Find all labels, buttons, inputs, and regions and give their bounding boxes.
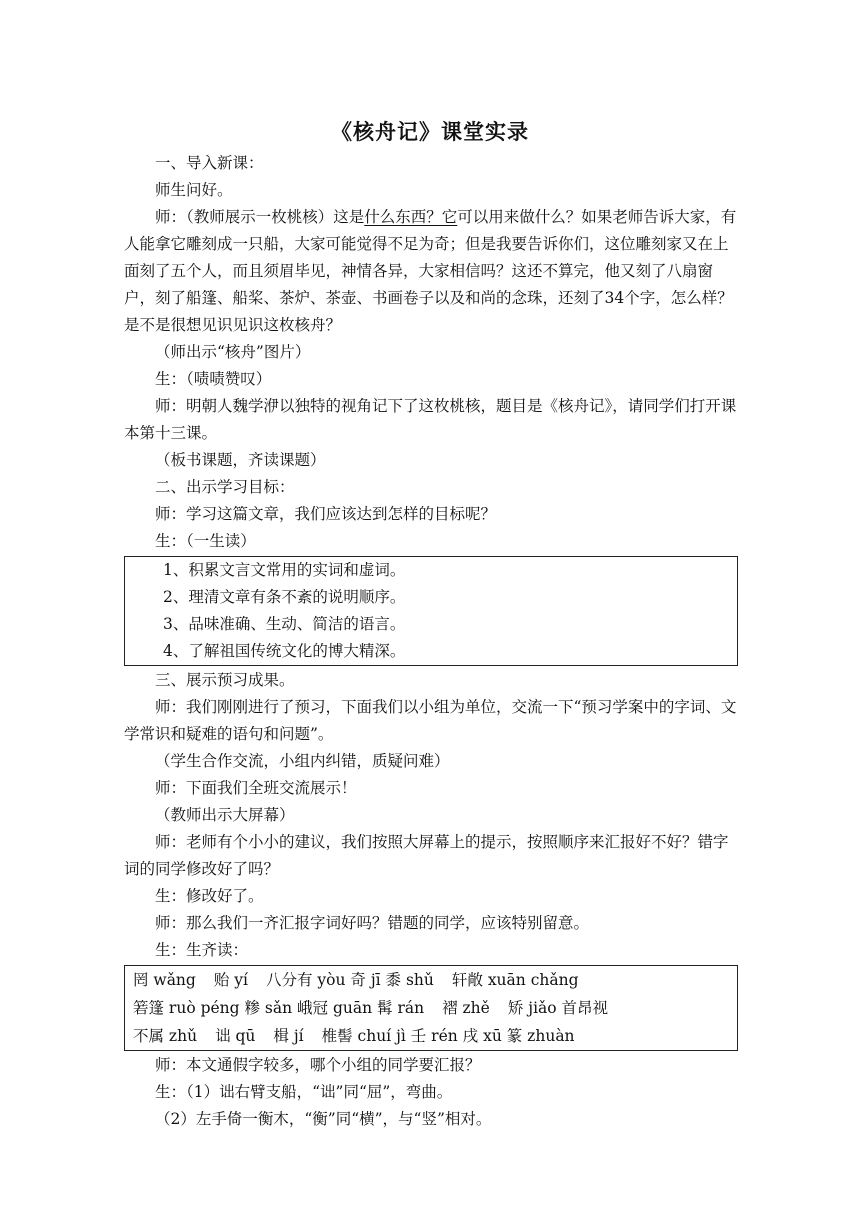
- paragraph: 师：那么我们一齐汇报字词好吗？错题的同学，应该特别留意。: [155, 914, 590, 932]
- paragraph: （教师出示大屏幕）: [155, 806, 295, 824]
- vocab-term: 诎 qū: [215, 1027, 256, 1045]
- paragraph: 师：本文通假字较多，哪个小组的同学要汇报？: [155, 1056, 481, 1074]
- vocab-term: 贻 yí: [213, 971, 248, 989]
- document-body: [124, 150, 738, 1133]
- paragraph: 师：明朝人魏学洢以独特的视角记下了这枚桃核，题目是《核舟记》，请同学们打开课本第十三课。: [124, 397, 737, 442]
- vocab-term: 椎髻 chuí jì 壬 rén 戌 xū 篆 zhuàn: [321, 1027, 575, 1045]
- goal-item: 4、了解祖国传统文化的博大精深。: [163, 642, 406, 660]
- paragraph: 三、展示预习成果。: [155, 671, 295, 689]
- section-intro: [124, 150, 738, 204]
- paragraph: 生：（1）诎右臂支船，“诎”同“屈”，弯曲。: [155, 1083, 453, 1101]
- goal-item: 3、品味准确、生动、简洁的语言。: [163, 615, 406, 633]
- vocab-term: 罔 wǎng: [133, 971, 196, 989]
- learning-goals-box: [124, 556, 738, 666]
- paragraph: 师：我们刚刚进行了预习，下面我们以小组为单位，交流一下“预习学案中的字词、文学常识和疑难的语句和问题”。: [124, 698, 737, 743]
- vocab-line: [133, 966, 737, 994]
- paragraph: 生：生齐读：: [155, 941, 249, 959]
- paragraph: 二、出示学习目标：: [155, 478, 295, 496]
- paragraph: 师：老师有个小小的建议，我们按照大屏幕上的提示，按照顺序来汇报好不好？错字词的同学修改好了吗？: [124, 833, 729, 878]
- vocab-term: 八分有 yòu 奇 jī 黍 shǔ: [266, 971, 434, 989]
- paragraph: 生：（一生读）: [155, 532, 256, 550]
- paragraph: 师：学习这篇文章，我们应该达到怎样的目标呢？: [155, 505, 497, 523]
- goal-item: 1、积累文言文常用的实词和虚词。: [163, 561, 406, 579]
- vocab-term: 褶 zhě: [442, 999, 490, 1017]
- paragraph: （板书课题，齐读课题）: [155, 451, 326, 469]
- vocab-term: 矫 jiǎo 首昂视: [507, 999, 609, 1017]
- paragraph: 师：下面我们全班交流展示！: [155, 779, 357, 797]
- paragraph: （学生合作交流，小组内纠错，质疑问难）: [155, 752, 450, 770]
- vocab-term: 楫 jí: [273, 1027, 304, 1045]
- vocab-line: [133, 1022, 737, 1050]
- intro-text-underlined: 什么东西？它: [364, 208, 458, 226]
- paragraph: 生：修改好了。: [155, 887, 264, 905]
- paragraph: 一、导入新课：: [155, 154, 264, 172]
- vocab-term: 不属 zhǔ: [133, 1027, 198, 1045]
- document-title: 《核舟记》课堂实录: [331, 120, 529, 144]
- paragraph: （师出示“核舟”图片）: [155, 343, 311, 361]
- paragraph: 生：（啧啧赞叹）: [155, 370, 272, 388]
- teacher-intro-paragraph: [124, 204, 738, 339]
- goal-item: 2、理清文章有条不紊的说明顺序。: [163, 588, 406, 606]
- paragraph: 师生问好。: [155, 181, 233, 199]
- vocab-term: 箬篷 ruò péng 糁 sǎn 峨冠 guān 髯 rán: [133, 999, 425, 1017]
- vocab-term: 轩敞 xuān chǎng: [451, 971, 579, 989]
- intro-text-before: 师：（教师展示一枚桃核）这是: [155, 208, 365, 226]
- section-objectives-lead: [124, 339, 738, 555]
- intro-text-after: 可以用来做什么？如果老师告诉大家，有人能拿它雕刻成一只船，大家可能觉得不足为奇；但是我要告诉你们，这位雕刻家又在上面刻了五个人，而且须眉毕见，神情各异，大家相信吗？这还不算完，他又刻了八扇窗户，刻了船篷、船桨、茶炉、茶壶、书画卷子以及和尚的念珠，还刻了34个字，怎么样？是不是很想见识见识这枚核舟？: [124, 208, 737, 334]
- paragraph: （2）左手倚一衡木，“衡”同“横”，与“竖”相对。: [155, 1110, 492, 1128]
- vocabulary-box: [124, 965, 738, 1051]
- vocab-line: [133, 994, 737, 1022]
- section-preview-results: [124, 667, 738, 964]
- section-tongjiazi: [124, 1052, 738, 1133]
